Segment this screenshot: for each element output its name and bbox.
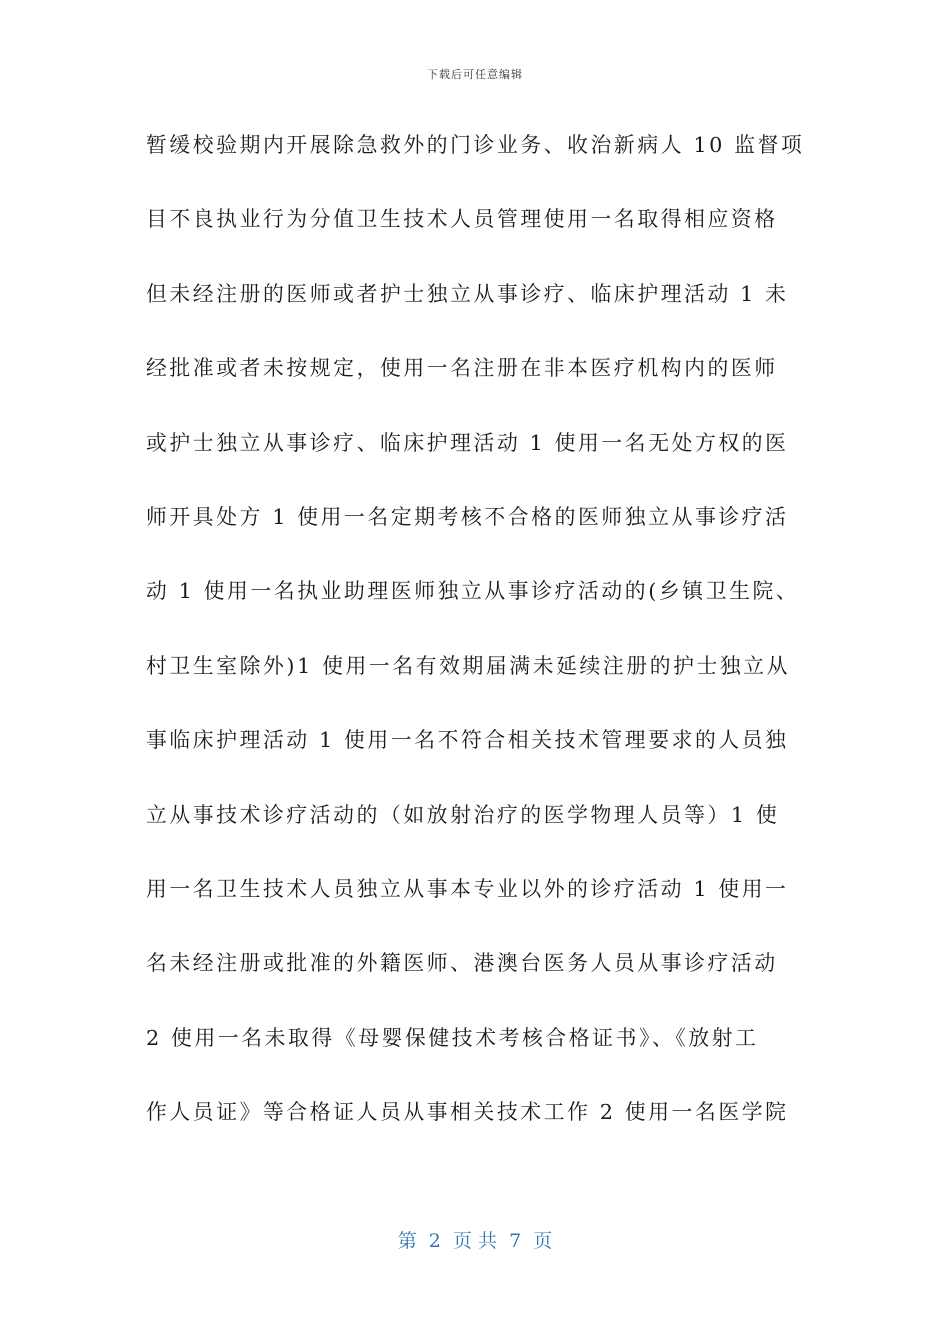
body-line: 立从事技术诊疗活动的（如放射治疗的医学物理人员等）1 使 (146, 802, 780, 827)
body-line: 村卫生室除外)1 使用一名有效期届满未延续注册的护士独立从 (146, 653, 791, 678)
body-line: 经批准或者未按规定，使用一名注册在非本医疗机构内的医师 (146, 356, 778, 381)
body-line: 用一名卫生技术人员独立从事本专业以外的诊疗活动 1 使用一 (146, 876, 789, 901)
body-line: 名未经注册或批准的外籍医师、港澳台医务人员从事诊疗活动 (146, 951, 778, 976)
body-line: 目不良执业行为分值卫生技术人员管理使用一名取得相应资格 (146, 207, 778, 232)
header-note: 下载后可任意编辑 (427, 68, 523, 81)
body-line: 动 1 使用一名执业助理医师独立从事诊疗活动的(乡镇卫生院、 (146, 579, 800, 604)
body-line: 师开具处方 1 使用一名定期考核不合格的医师独立从事诊疗活 (146, 504, 789, 529)
body-line: 但未经注册的医师或者护士独立从事诊疗、临床护理活动 1 未 (146, 281, 789, 306)
page-number-footer: 第 2 页 共 7 页 (397, 1230, 553, 1252)
body-line: 或护士独立从事诊疗、临床护理活动 1 使用一名无处方权的医 (146, 430, 789, 455)
document-body (146, 125, 806, 1166)
body-line: 暂缓校验期内开展除急救外的门诊业务、收治新病人 10 监督项 (146, 133, 805, 157)
body-line: 2 使用一名未取得《母婴保健技术考核合格证书》、《放射工 (146, 1025, 759, 1050)
body-line: 事临床护理活动 1 使用一名不符合相关技术管理要求的人员独 (146, 728, 789, 753)
body-line: 作人员证》等合格证人员从事相关技术工作 2 使用一名医学院 (146, 1100, 789, 1125)
